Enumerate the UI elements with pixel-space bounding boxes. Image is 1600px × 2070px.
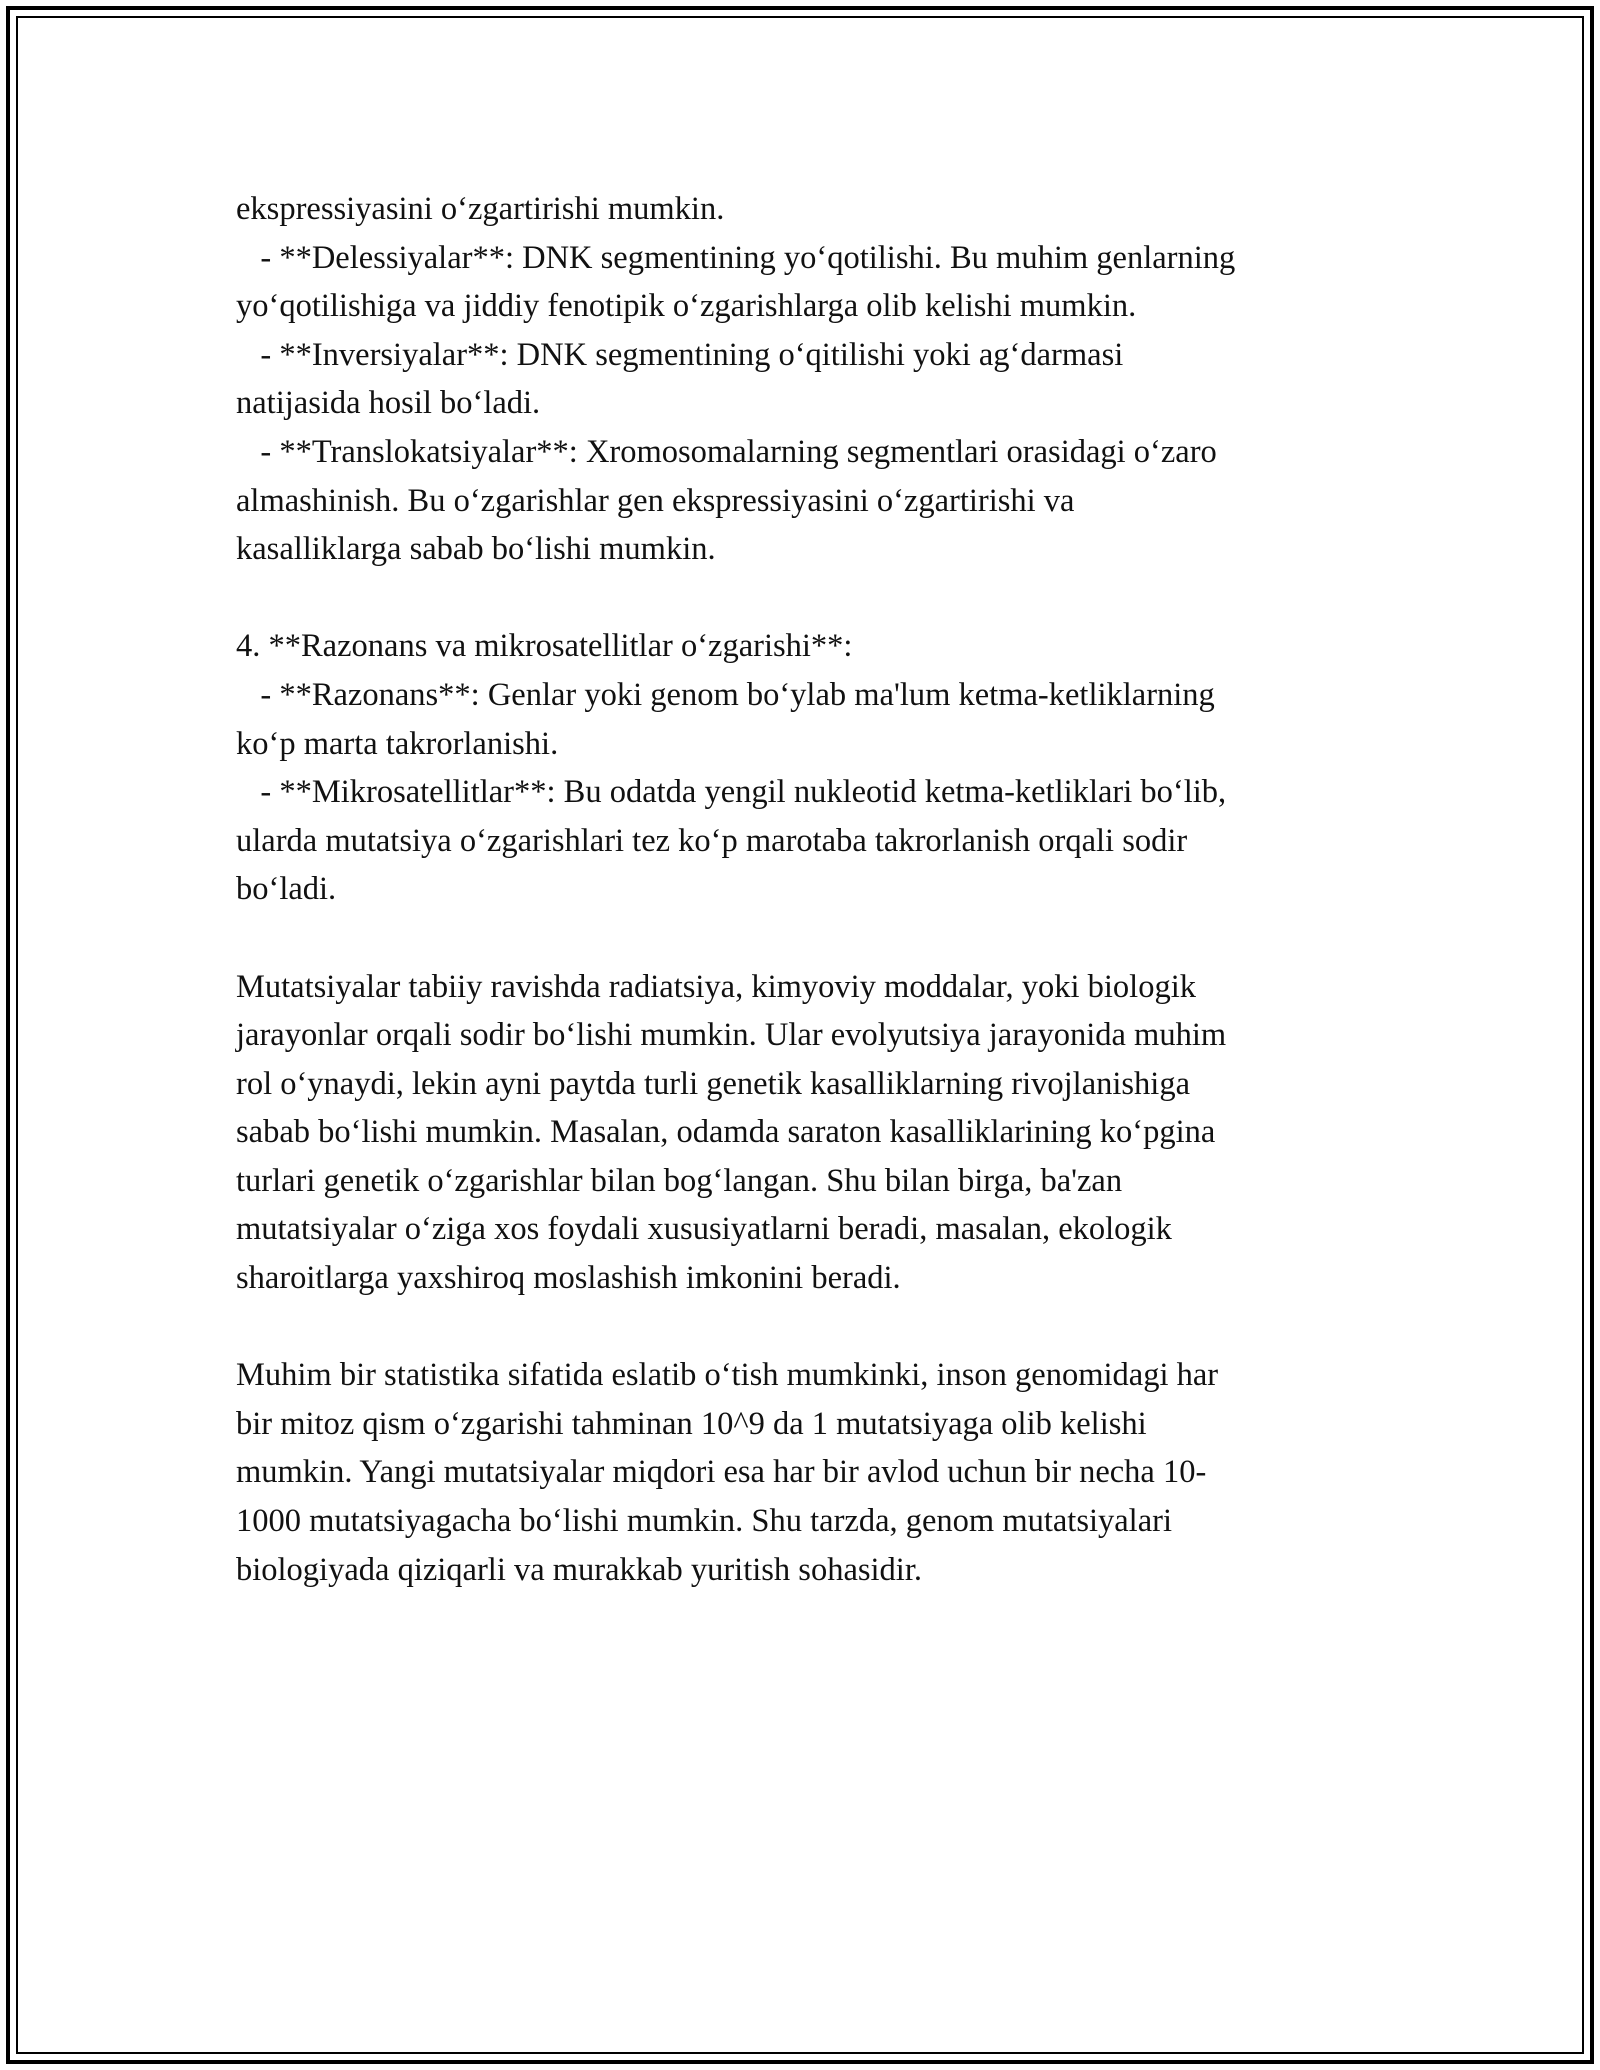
text-line: mutatsiyalar o‘ziga xos foydali xususiyatlarni beradi, masalan, ekologik	[236, 1211, 1172, 1248]
text-line: Muhim bir statistika sifatida eslatib o‘tish mumkinki, inson genomidagi har	[236, 1357, 1219, 1394]
blank-line	[236, 914, 1386, 963]
text-line: - **Razonans**: Genlar yoki genom bo‘ylab ma'lum ketma-ketliklarning	[236, 676, 1215, 713]
text-line: mumkin. Yangi mutatsiyalar miqdori esa har bir avlod uchun bir necha 10-	[236, 1454, 1207, 1491]
text-line: sharoitlarga yaxshiroq moslashish imkonini beradi.	[236, 1260, 901, 1297]
text-line: ularda mutatsiya o‘zgarishlari tez ko‘p marotaba takrorlanish orqali sodir	[236, 822, 1188, 859]
blank-line	[236, 1303, 1386, 1352]
text-line: natijasida hosil bo‘ladi.	[236, 385, 541, 422]
text-line: - **Inversiyalar**: DNK segmentining o‘qitilishi yoki ag‘darmasi	[236, 336, 1124, 373]
text-line: sabab bo‘lishi mumkin. Masalan, odamda saraton kasalliklarining ko‘pgina	[236, 1114, 1216, 1151]
text-line: 4. **Razonans va mikrosatellitlar o‘zgarishi**:	[236, 628, 853, 665]
text-line: almashinish. Bu o‘zgarishlar gen ekspressiyasini o‘zgartirishi va	[236, 482, 1075, 519]
text-line: 1000 mutatsiyagacha bo‘lishi mumkin. Shu tarzda, genom mutatsiyalari	[236, 1503, 1172, 1540]
text-line: rol o‘ynaydi, lekin ayni paytda turli genetik kasalliklarning rivojlanishiga	[236, 1065, 1191, 1102]
text-line: ko‘p marta takrorlanishi.	[236, 725, 559, 762]
document-body	[236, 185, 1386, 1594]
text-line: ekspressiyasini o‘zgartirishi mumkin.	[236, 191, 725, 227]
text-line: Mutatsiyalar tabiiy ravishda radiatsiya, kimyoviy moddalar, yoki biologik	[236, 968, 1196, 1005]
text-line: bo‘ladi.	[236, 871, 337, 908]
blank-line	[236, 574, 1386, 623]
text-line: - **Delessiyalar**: DNK segmentining yo‘qotilishi. Bu muhim genlarning	[236, 239, 1236, 276]
text-line: kasalliklarga sabab bo‘lishi mumkin.	[236, 531, 716, 568]
text-line: biologiyada qiziqarli va murakkab yuritish sohasidir.	[236, 1551, 922, 1588]
text-line: yo‘qotilishiga va jiddiy fenotipik o‘zgarishlarga olib kelishi mumkin.	[236, 288, 1137, 325]
text-line: jarayonlar orqali sodir bo‘lishi mumkin. Ular evolyutsiya jarayonida muhim	[236, 1017, 1227, 1054]
text-line: bir mitoz qism o‘zgarishi tahminan 10^9 da 1 mutatsiyaga olib kelishi	[236, 1405, 1147, 1442]
text-line: - **Mikrosatellitlar**: Bu odatda yengil nukleotid ketma-ketliklari bo‘lib,	[236, 774, 1227, 811]
text-line: - **Translokatsiyalar**: Xromosomalarning segmentlari orasidagi o‘zaro	[236, 433, 1217, 470]
text-line: turlari genetik o‘zgarishlar bilan bog‘langan. Shu bilan birga, ba'zan	[236, 1162, 1123, 1199]
